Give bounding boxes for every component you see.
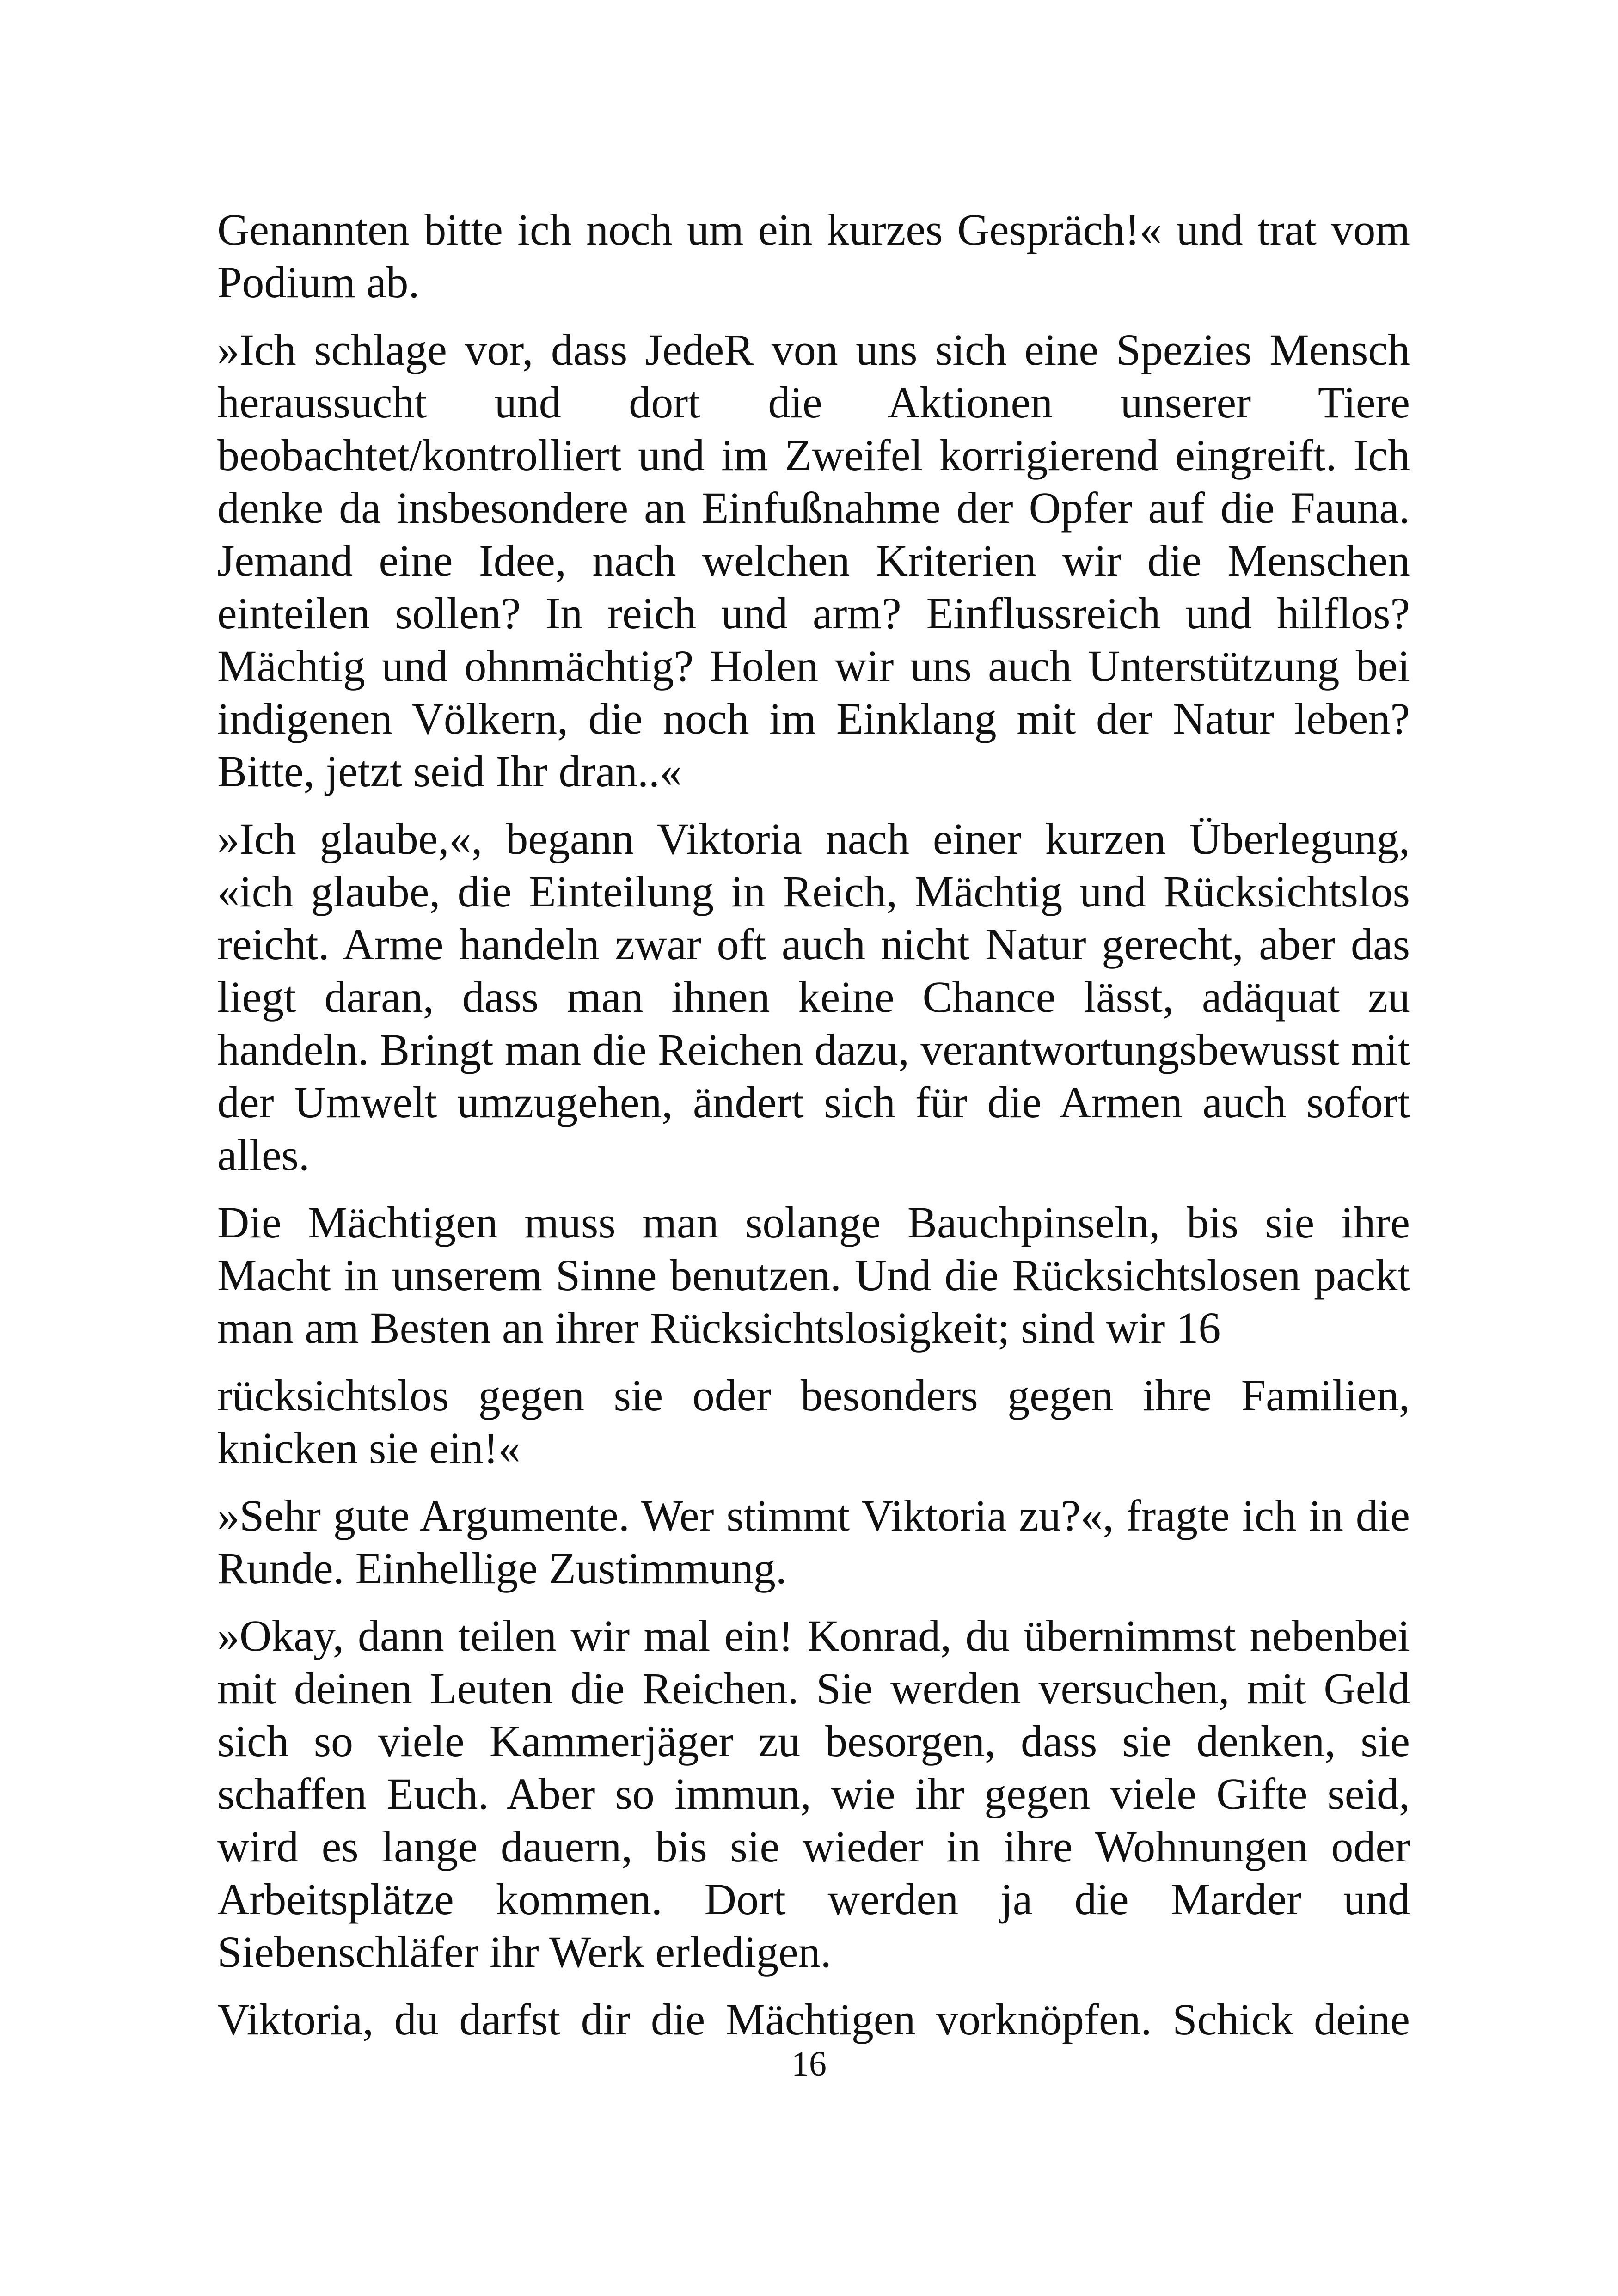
paragraph-2: »Ich schlage vor, dass JedeR von uns sich eine Spezies Mensch heraussucht und dort die Aktionen unserer Tiere beobachtet/kontrolliert und im Zweifel korrigierend eingreift. Ich denke da insbesondere an Einfußnahme der Opfer auf die Fauna. Jemand eine Idee, nach welchen Kriterien wir die Menschen einteilen sollen? In reich und arm? Einflussreich und hilflos? Mächtig und ohnmächtig? Holen wir uns auch Unterstützung bei indigenen Völkern, die noch im Einklang mit der Natur leben? Bitte, jetzt seid Ihr dran..« <box>217 325 1410 796</box>
paragraph-7: »Okay, dann teilen wir mal ein! Konrad, du übernimmst nebenbei mit deinen Leuten die Reichen. Sie werden versuchen, mit Geld sich so viele Kammerjäger zu besorgen, dass sie denken, sie schaffen Euch. Aber so immun, wie ihr gegen viele Gifte seid, wird es lange dauern, bis sie wieder in ihre Wohnungen oder Arbeitsplätze kommen. Dort werden ja die Marder und Siebenschläfer ihr Werk erledigen. <box>217 1611 1410 1977</box>
paragraph-1: Genannten bitte ich noch um ein kurzes Gespräch!« und trat vom Podium ab. <box>217 205 1410 307</box>
paragraph-6: »Sehr gute Argumente. Wer stimmt Viktoria zu?«, fragte ich in die Runde. Einhellige Zustimmung. <box>217 1491 1410 1593</box>
page-number: 16 <box>791 2045 827 2083</box>
paragraph-8: Viktoria, du darfst dir die Mächtigen vorknöpfen. Schick deine <box>217 1995 1410 2044</box>
page-body <box>217 203 1410 2061</box>
paragraph-5: rücksichtslos gegen sie oder besonders gegen ihre Familien, knicken sie ein!« <box>217 1371 1410 1473</box>
paragraph-4: Die Mächtigen muss man solange Bauchpinseln, bis sie ihre Macht in unserem Sinne benutzen. Und die Rücksichtslosen packt man am Besten an ihrer Rücksichtslosigkeit; sind wir 16 <box>217 1198 1410 1353</box>
paragraph-3: »Ich glaube,«, begann Viktoria nach einer kurzen Überlegung, «ich glaube, die Einteilung in Reich, Mächtig und Rücksichtslos reicht. Arme handeln zwar oft auch nicht Natur gerecht, aber das liegt daran, dass man ihnen keine Chance lässt, adäquat zu handeln. Bringt man die Reichen dazu, verantwortungsbewusst mit der Umwelt umzugehen, ändert sich für die Armen auch sofort alles. <box>217 814 1410 1180</box>
